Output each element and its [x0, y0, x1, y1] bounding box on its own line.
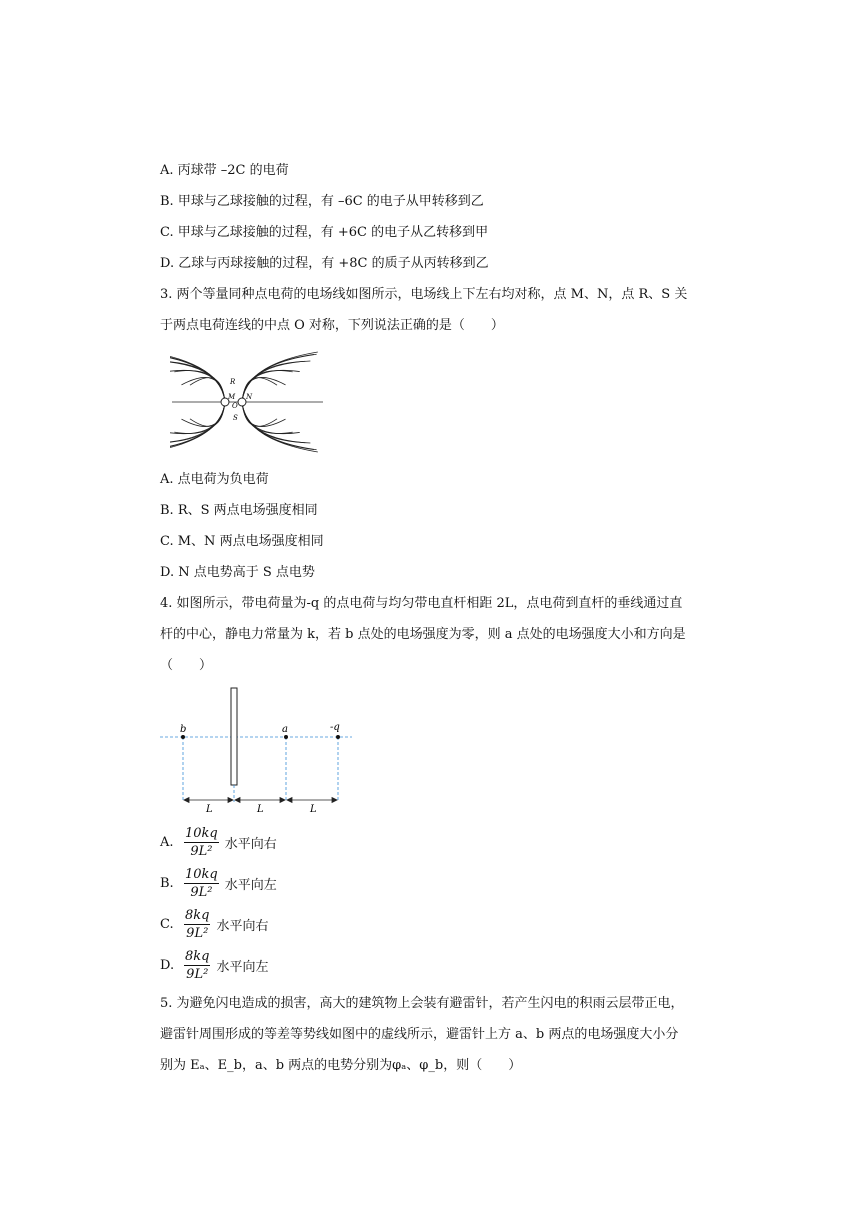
label-s: S — [233, 414, 238, 422]
field-line — [242, 402, 310, 443]
field-line — [174, 402, 225, 433]
q5-stem-line2: 避雷针周围形成的等差等势线如图中的虚线所示，避雷针上方 a、b 两点的电场强度大小分 — [160, 1027, 679, 1042]
rod-charge-figure — [160, 684, 360, 819]
q4-stem-line2: 杆的中心，静电力常量为 k，若 b 点处的电场强度为零，则 a 点处的电场强度大小和方向是 — [160, 627, 686, 642]
field-line — [242, 352, 318, 402]
field-line — [181, 402, 225, 427]
q2-option-b: B. 甲球与乙球接触的过程，有 –6C 的电子从甲转移到乙 — [160, 194, 484, 209]
q2-option-d: D. 乙球与丙球接触的过程，有 +8C 的质子从丙转移到乙 — [160, 256, 489, 271]
q4-option-c: C. $\frac{8kq}{\text{9L²}}$ 水平向右 — [160, 908, 269, 941]
field-line — [242, 402, 277, 426]
charge-right — [238, 398, 246, 406]
q4-option-d: D. $\frac{8kq}{\text{9L²}}$ 水平向左 — [160, 949, 269, 982]
field-line — [242, 402, 300, 434]
field-line — [242, 402, 286, 427]
q3-stem-line1: 3. 两个等量同种点电荷的电场线如图所示，电场线上下左右均对称，点 M、N，点 R、S 关 — [160, 287, 688, 302]
q4-option-b: B. $\frac{10kq}{\text{9L²}}$ 水平向左 — [160, 867, 277, 900]
field-lines-figure — [170, 350, 325, 455]
q3-option-b: B. R、S 两点电场强度相同 — [160, 503, 318, 518]
label-r: R — [230, 378, 236, 386]
q4-stem-line1: 4. 如图所示，带电荷量为-q 的点电荷与均匀带电直杆相距 2L，点电荷到直杆的垂线通过直 — [160, 596, 683, 611]
q4-option-a: A. $\frac{10kq}{\text{9L²}}$ 水平向右 — [160, 826, 277, 859]
field-line — [190, 378, 225, 402]
point-a — [284, 735, 288, 739]
field-line — [170, 402, 225, 434]
q5-stem-line3: 别为 Eₐ、E_b，a、b 两点的电势分别为φₐ、φ_b，则（ ） — [160, 1058, 522, 1073]
field-line — [181, 377, 225, 402]
q3-option-d: D. N 点电势高于 S 点电势 — [160, 565, 315, 580]
field-line — [242, 361, 310, 402]
field-line — [190, 402, 225, 426]
label-m: M — [228, 393, 236, 401]
q3-option-c: C. M、N 两点电场强度相同 — [160, 534, 324, 549]
point-b — [181, 735, 185, 739]
q2-option-c: C. 甲球与乙球接触的过程，有 +6C 的电子从乙转移到甲 — [160, 225, 489, 240]
field-line — [242, 402, 293, 433]
label-neg-q: -q — [330, 722, 340, 733]
q5-stem-line1: 5. 为避免闪电造成的损害，高大的建筑物上会装有避雷针，若产生闪电的积雨云层带正电， — [160, 996, 684, 1011]
label-a: a — [282, 724, 288, 735]
label-o: O — [232, 402, 238, 410]
field-line — [170, 370, 225, 402]
label-l1: L — [206, 804, 213, 815]
label-l3: L — [310, 804, 317, 815]
q4-stem-line3: （ ） — [160, 658, 213, 673]
charged-rod — [231, 688, 237, 785]
field-line — [174, 371, 225, 402]
label-n: N — [246, 393, 253, 401]
q3-stem-line2: 于两点电荷连线的中点 O 对称，下列说法正确的是（ ） — [160, 318, 504, 333]
q2-option-a: A. 丙球带 –2C 的电荷 — [160, 163, 289, 178]
label-b: b — [180, 724, 187, 735]
q3-option-a: A. 点电荷为负电荷 — [160, 472, 269, 487]
field-line — [242, 402, 318, 452]
point-charge — [336, 735, 340, 739]
label-l2: L — [257, 804, 264, 815]
